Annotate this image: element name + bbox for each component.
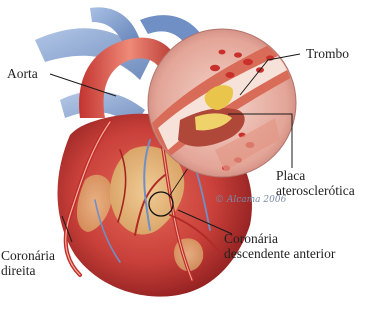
label-left-anterior-descending xyxy=(224,231,335,261)
label-right-coronary xyxy=(1,248,55,278)
label-placa-line1: Placa xyxy=(276,168,306,183)
label-thrombus: Trombo xyxy=(306,46,350,61)
artist-signature: © Alcama 2006 xyxy=(215,195,287,205)
label-aorta: Aorta xyxy=(7,66,38,81)
label-lad-line2: descendente anterior xyxy=(224,246,336,262)
label-placa-line2: aterosclerótica xyxy=(276,183,355,199)
label-right-coronary-line1: Coronária xyxy=(1,248,55,263)
label-right-coronary-line2: direita xyxy=(1,263,36,279)
label-atherosclerotic-plaque xyxy=(276,168,355,198)
label-lad-line1: Coronária xyxy=(224,231,278,246)
artery-cross-section-zoom xyxy=(148,29,305,177)
